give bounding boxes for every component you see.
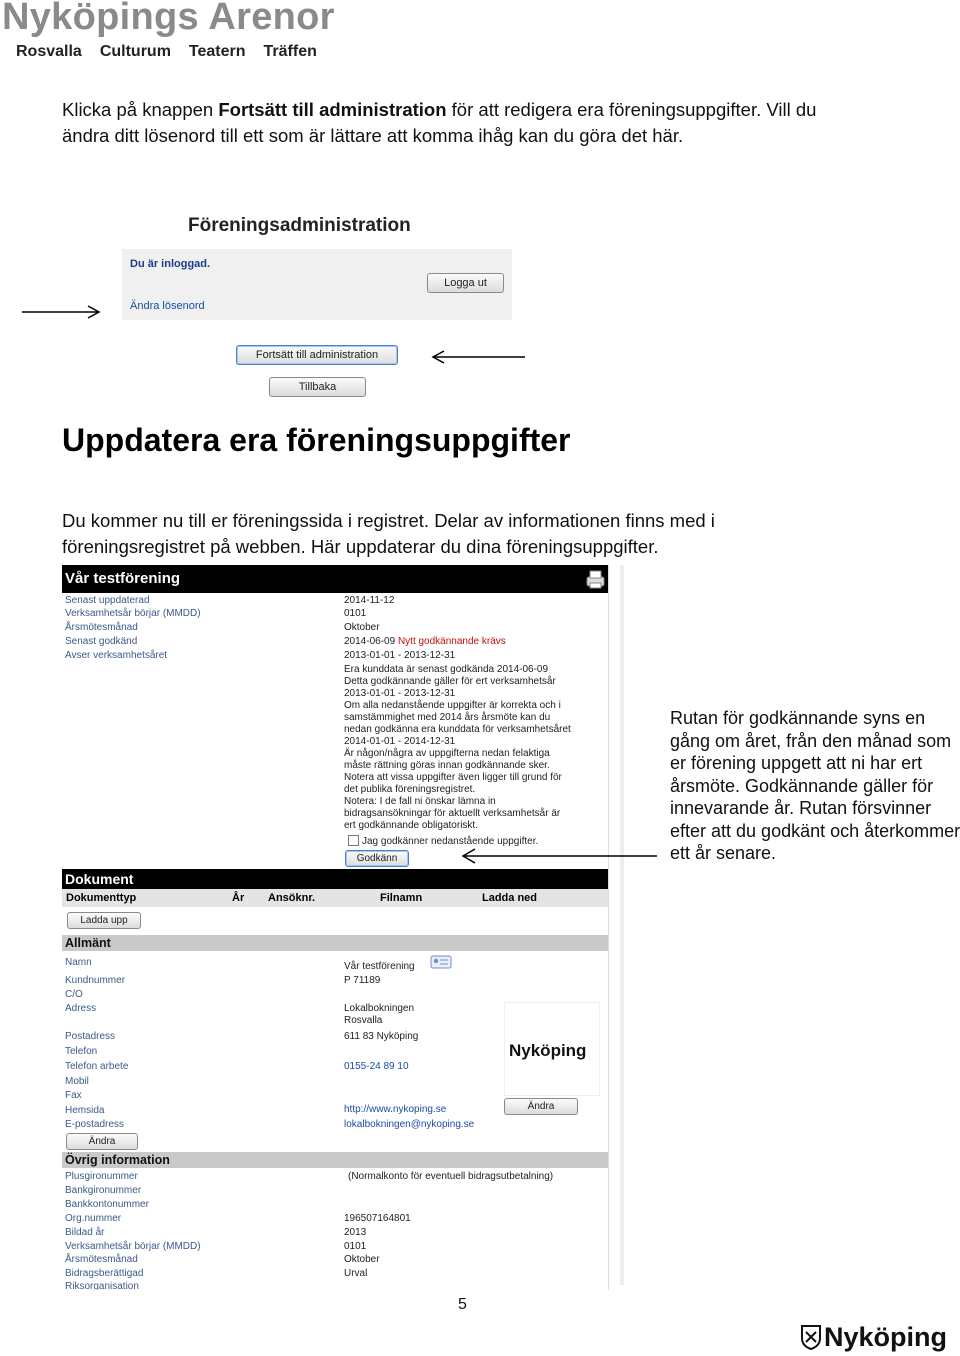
label-year-start: Verksamhetsår börjar (MMDD): [65, 608, 201, 619]
value-org-no: 196507164801: [344, 1213, 411, 1224]
section-paragraph: Du kommer nu till er föreningssida i registret. Delar av informationen finns med i föreningsregistret på webben. Här uppdaterar du dina föreningsuppgifter.: [62, 510, 715, 557]
approval-text-line: det publika föreningsregistret.: [344, 784, 476, 795]
upload-button[interactable]: Ladda upp: [67, 912, 141, 929]
login-status: Du är inloggad.: [130, 258, 211, 270]
general-header: Allmänt: [62, 935, 609, 951]
label-bank-account: Bankkontonummer: [65, 1199, 149, 1210]
label-national-org: Riksorganisation: [65, 1281, 139, 1290]
value-customer-no: P 71189: [344, 975, 381, 986]
approval-callout: Rutan för godkännande syns en gång om året, från den månad som er förening uppgett att ni har ert årsmöte. Godkännande gäller för innevarande år. Rutan försvinner efter att du godkänt och återkommer ett år senare.: [670, 708, 960, 863]
label-meeting-month: Årsmötesmånad: [65, 622, 138, 633]
approve-checkbox-label: Jag godkänner nedanstående uppgifter.: [362, 836, 539, 847]
value-address2: Rosvalla: [344, 1015, 383, 1026]
label-year-start-2: Verksamhetsår börjar (MMDD): [65, 1241, 201, 1252]
col-doc-type: Dokumenttyp: [66, 892, 137, 904]
approval-text-line: nedan godkänna era kunddata för verksamhetsåret: [344, 724, 571, 735]
change-logo-button[interactable]: Ändra: [504, 1098, 578, 1115]
label-last-updated: Senast uppdaterad: [65, 595, 150, 606]
documents-columns: [62, 889, 608, 907]
value-last-updated: 2014-11-12: [344, 595, 395, 606]
value-year-start: 0101: [344, 608, 367, 619]
value-fiscal-year: 2013-01-01 - 2013-12-31: [344, 650, 456, 661]
value-phone-work: 0155-24 89 10: [344, 1061, 409, 1072]
value-email[interactable]: lokalbokningen@nykoping.se: [344, 1119, 475, 1130]
approval-text-line: Notera att vissa uppgifter även ligger till grund för: [344, 772, 562, 783]
intro-paragraph: Klicka på knappen Fortsätt till administration för att redigera era föreningsuppgifter. Vill du ändra ditt lösenord till ett som är lättare att komma ihåg kan du göra det här.: [62, 99, 817, 146]
nav-traffen: Träffen: [263, 43, 317, 60]
arrow-left-icon: [462, 848, 658, 864]
page-number: 5: [458, 1296, 467, 1313]
col-year: År: [232, 892, 245, 904]
approve-checkbox[interactable]: [348, 835, 359, 846]
login-title: Föreningsadministration: [188, 215, 411, 236]
value-name: Vår testförening: [344, 961, 415, 972]
label-founded: Bildad år: [65, 1227, 105, 1238]
approval-text-line: 2014-01-01 - 2014-12-31: [344, 736, 456, 747]
value-last-approved: 2014-06-09 Nytt godkännande krävs: [344, 636, 506, 647]
change-password-link[interactable]: Ändra lösenord: [130, 300, 205, 312]
logout-button[interactable]: Logga ut: [427, 273, 504, 293]
nav-rosvalla: Rosvalla: [16, 43, 82, 60]
nav-teatern: Teatern: [188, 43, 246, 60]
label-website: Hemsida: [65, 1105, 105, 1116]
label-last-approved: Senast godkänd: [65, 636, 138, 647]
approval-text-line: Era kunddata är senast godkända 2014-06-09: [344, 664, 549, 675]
label-org-no: Org.nummer: [65, 1213, 122, 1224]
label-postal: Postadress: [65, 1031, 116, 1042]
scrollbar[interactable]: [620, 565, 624, 1285]
documents-header: Dokument: [62, 869, 609, 889]
brand-title: Nyköpings Arenor: [2, 0, 335, 38]
label-fiscal-year: Avser verksamhetsåret: [65, 650, 168, 661]
value-year-start-2: 0101: [344, 1241, 367, 1252]
nav-culturum: Culturum: [99, 43, 171, 60]
label-mobile: Mobil: [65, 1076, 89, 1087]
approval-required-badge: Nytt godkännande krävs: [397, 636, 506, 647]
intro-bold: Fortsätt till administration: [218, 99, 447, 120]
approval-text-line: samstämmighet med 2014 års årsmöte kan du: [344, 712, 551, 723]
label-email: E-postadress: [65, 1119, 124, 1130]
section-heading: Uppdatera era föreningsuppgifter: [62, 422, 571, 458]
approval-text-line: bidragsansökningar för aktuellt verksamhetsår är: [344, 808, 561, 819]
crest-icon: [800, 1324, 822, 1350]
label-plusgiro: Plusgironummer: [65, 1171, 138, 1182]
label-meeting-month-2: Årsmötesmånad: [65, 1254, 138, 1265]
label-bankgiro: Bankgironummer: [65, 1185, 142, 1196]
approval-text-line: Detta godkännande gäller för ert verksamhetsår: [344, 676, 556, 687]
value-meeting-month-2: Oktober: [344, 1254, 380, 1265]
approve-button[interactable]: Godkänn: [345, 850, 409, 867]
arrow-right-icon: [22, 305, 102, 319]
label-co: C/O: [65, 989, 83, 1000]
value-meeting-month: Oktober: [344, 622, 380, 633]
value-normal-account: (Normalkonto för eventuell bidragsutbetalning): [348, 1171, 554, 1182]
approval-text-line: måste rättning göras innan godkännande sker.: [344, 760, 550, 771]
vcard-icon[interactable]: [430, 954, 452, 970]
approval-text-line: Notera: I de fall ni önskar lämna in: [344, 796, 496, 807]
value-postal: 611 83 Nyköping: [344, 1031, 419, 1042]
value-website[interactable]: http://www.nykoping.se: [344, 1104, 447, 1115]
label-eligible: Bidragsberättigad: [65, 1268, 144, 1279]
association-title: Vår testförening: [62, 565, 609, 593]
logo-box: [504, 1002, 600, 1096]
col-application-no: Ansöknr.: [268, 892, 316, 904]
approval-text-line: Om alla nedanstående uppgifter är korrekta och i: [344, 700, 561, 711]
col-filename: Filnamn: [380, 892, 423, 904]
other-info-header: Övrig information: [62, 1152, 609, 1168]
arrow-left-icon: [432, 350, 526, 364]
logo-text: Nyköping: [509, 1041, 587, 1060]
change-general-button[interactable]: Ändra: [66, 1133, 138, 1150]
col-download: Ladda ned: [482, 892, 538, 904]
printer-icon[interactable]: [584, 568, 606, 590]
label-phone-work: Telefon arbete: [65, 1061, 129, 1072]
footer-logo: Nyköping: [800, 1322, 947, 1353]
back-button[interactable]: Tillbaka: [269, 377, 366, 397]
label-customer-no: Kundnummer: [65, 975, 126, 986]
continue-admin-button[interactable]: Fortsätt till administration: [236, 345, 398, 365]
label-address: Adress: [65, 1003, 97, 1014]
approval-text-line: Är någon/några av uppgifterna nedan felaktiga: [344, 748, 550, 759]
value-founded: 2013: [344, 1227, 367, 1238]
label-phone: Telefon: [65, 1046, 98, 1057]
label-fax: Fax: [65, 1090, 82, 1101]
brand-nav: [16, 43, 335, 61]
approval-text-line: 2013-01-01 - 2013-12-31: [344, 688, 456, 699]
label-name: Namn: [65, 957, 92, 968]
approval-text-line: ert godkännande obligatoriskt.: [344, 820, 478, 831]
association-screenshot: [62, 565, 609, 1290]
value-eligible: Urval: [344, 1268, 368, 1279]
value-address1: Lokalbokningen: [344, 1003, 415, 1014]
